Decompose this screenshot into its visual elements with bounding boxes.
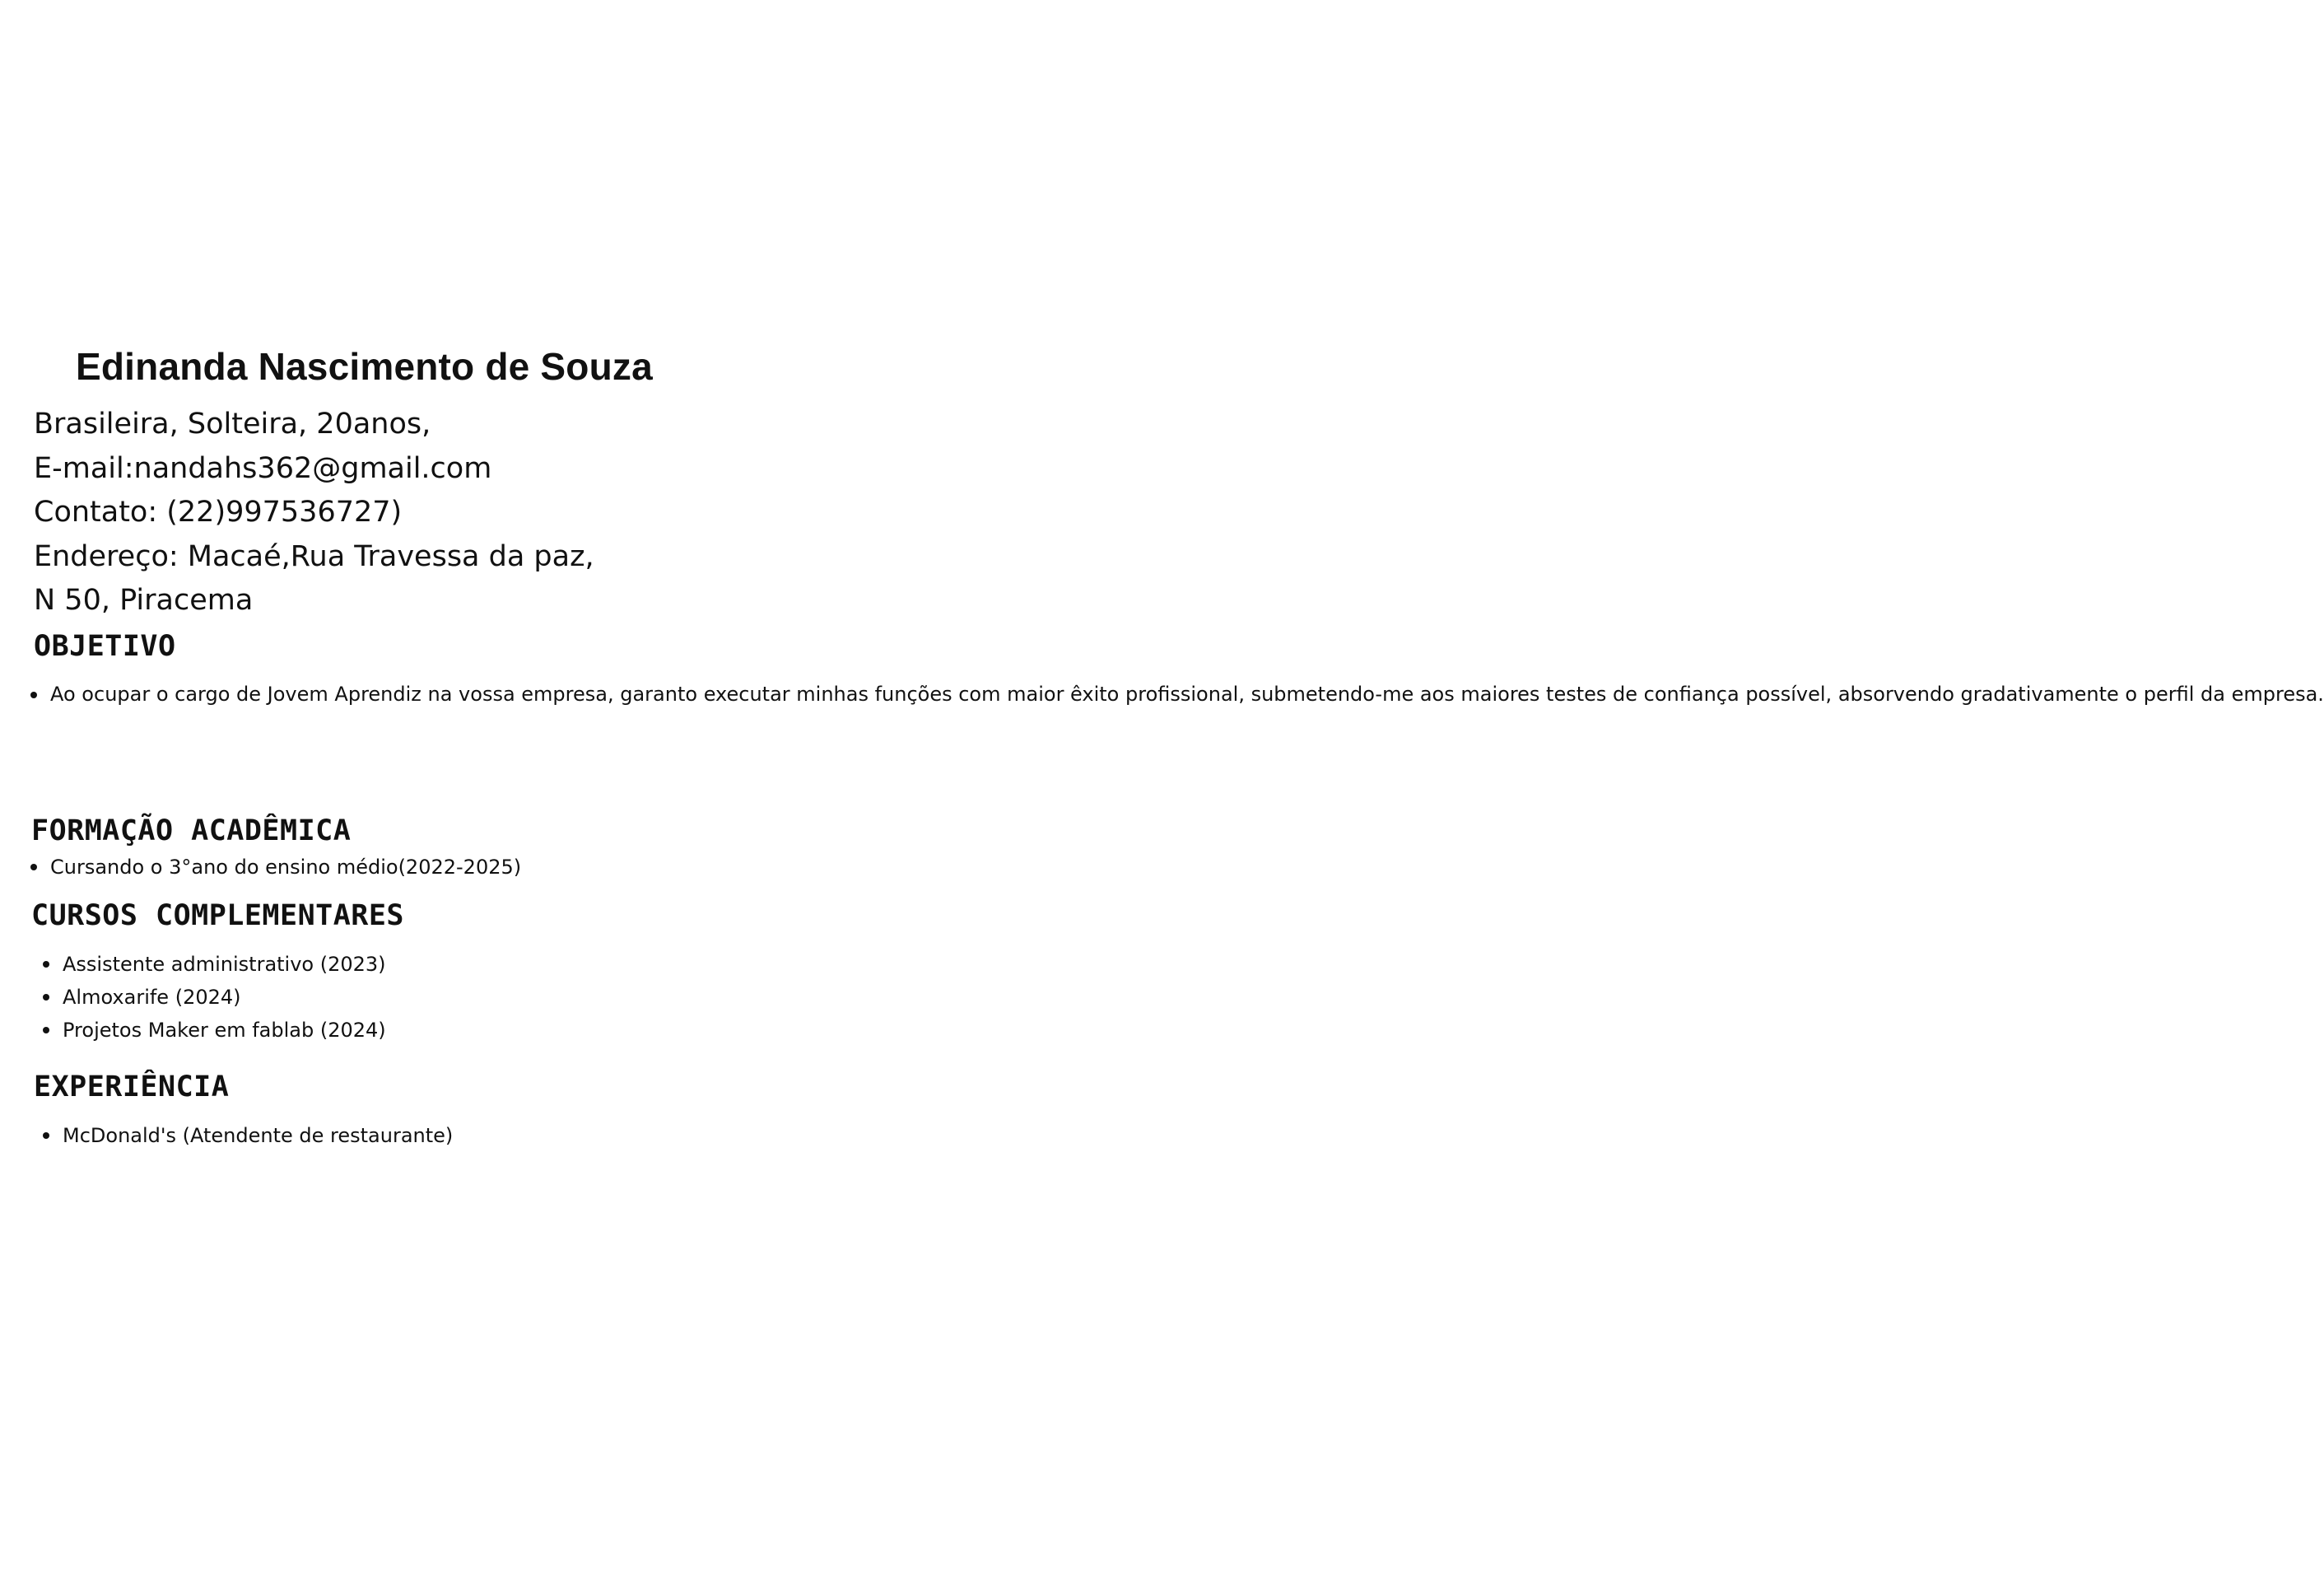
address-line-1: Endereço: Macaé,Rua Travessa da paz, — [34, 539, 594, 573]
experience-list — [63, 1119, 453, 1152]
email-text: E-mail:nandahs362@gmail.com — [34, 451, 492, 485]
cursos-list — [63, 948, 386, 1047]
section-title-formacao: FORMAÇÃO ACADÊMICA — [31, 814, 352, 847]
address-line-2: N 50, Piracema — [34, 584, 254, 617]
personal-info — [34, 403, 594, 623]
list-item: Projetos Maker em fablab (2024) — [63, 1014, 386, 1047]
list-item: Ao ocupar o cargo de Jovem Aprendiz na vossa empresa, garanto executar minhas funções com maior êxito profissional, submetendo-me aos maiores testes de confiança possível, absorvendo gradativamente o perfil da empresa. — [50, 679, 725, 710]
section-title-experiencia: EXPERIÊNCIA — [34, 1071, 230, 1103]
section-title-objetivo: OBJETIVO — [34, 630, 176, 663]
list-item: McDonald's (Atendente de restaurante) — [63, 1119, 453, 1152]
objective-list — [50, 679, 2324, 710]
list-item: Assistente administrativo (2023) — [63, 948, 386, 981]
personal-summary: Brasileira, Solteira, 20anos, — [34, 408, 431, 441]
contact-phone: Contato: (22)997536727) — [34, 496, 403, 529]
list-item: Cursando o 3°ano do ensino médio(2022-2025) — [50, 851, 521, 883]
formacao-list — [50, 851, 521, 883]
list-item: Almoxarife (2024) — [63, 981, 386, 1014]
resume-name: Edinanda Nascimento de Souza — [76, 345, 653, 388]
section-title-cursos: CURSOS COMPLEMENTARES — [31, 899, 405, 932]
